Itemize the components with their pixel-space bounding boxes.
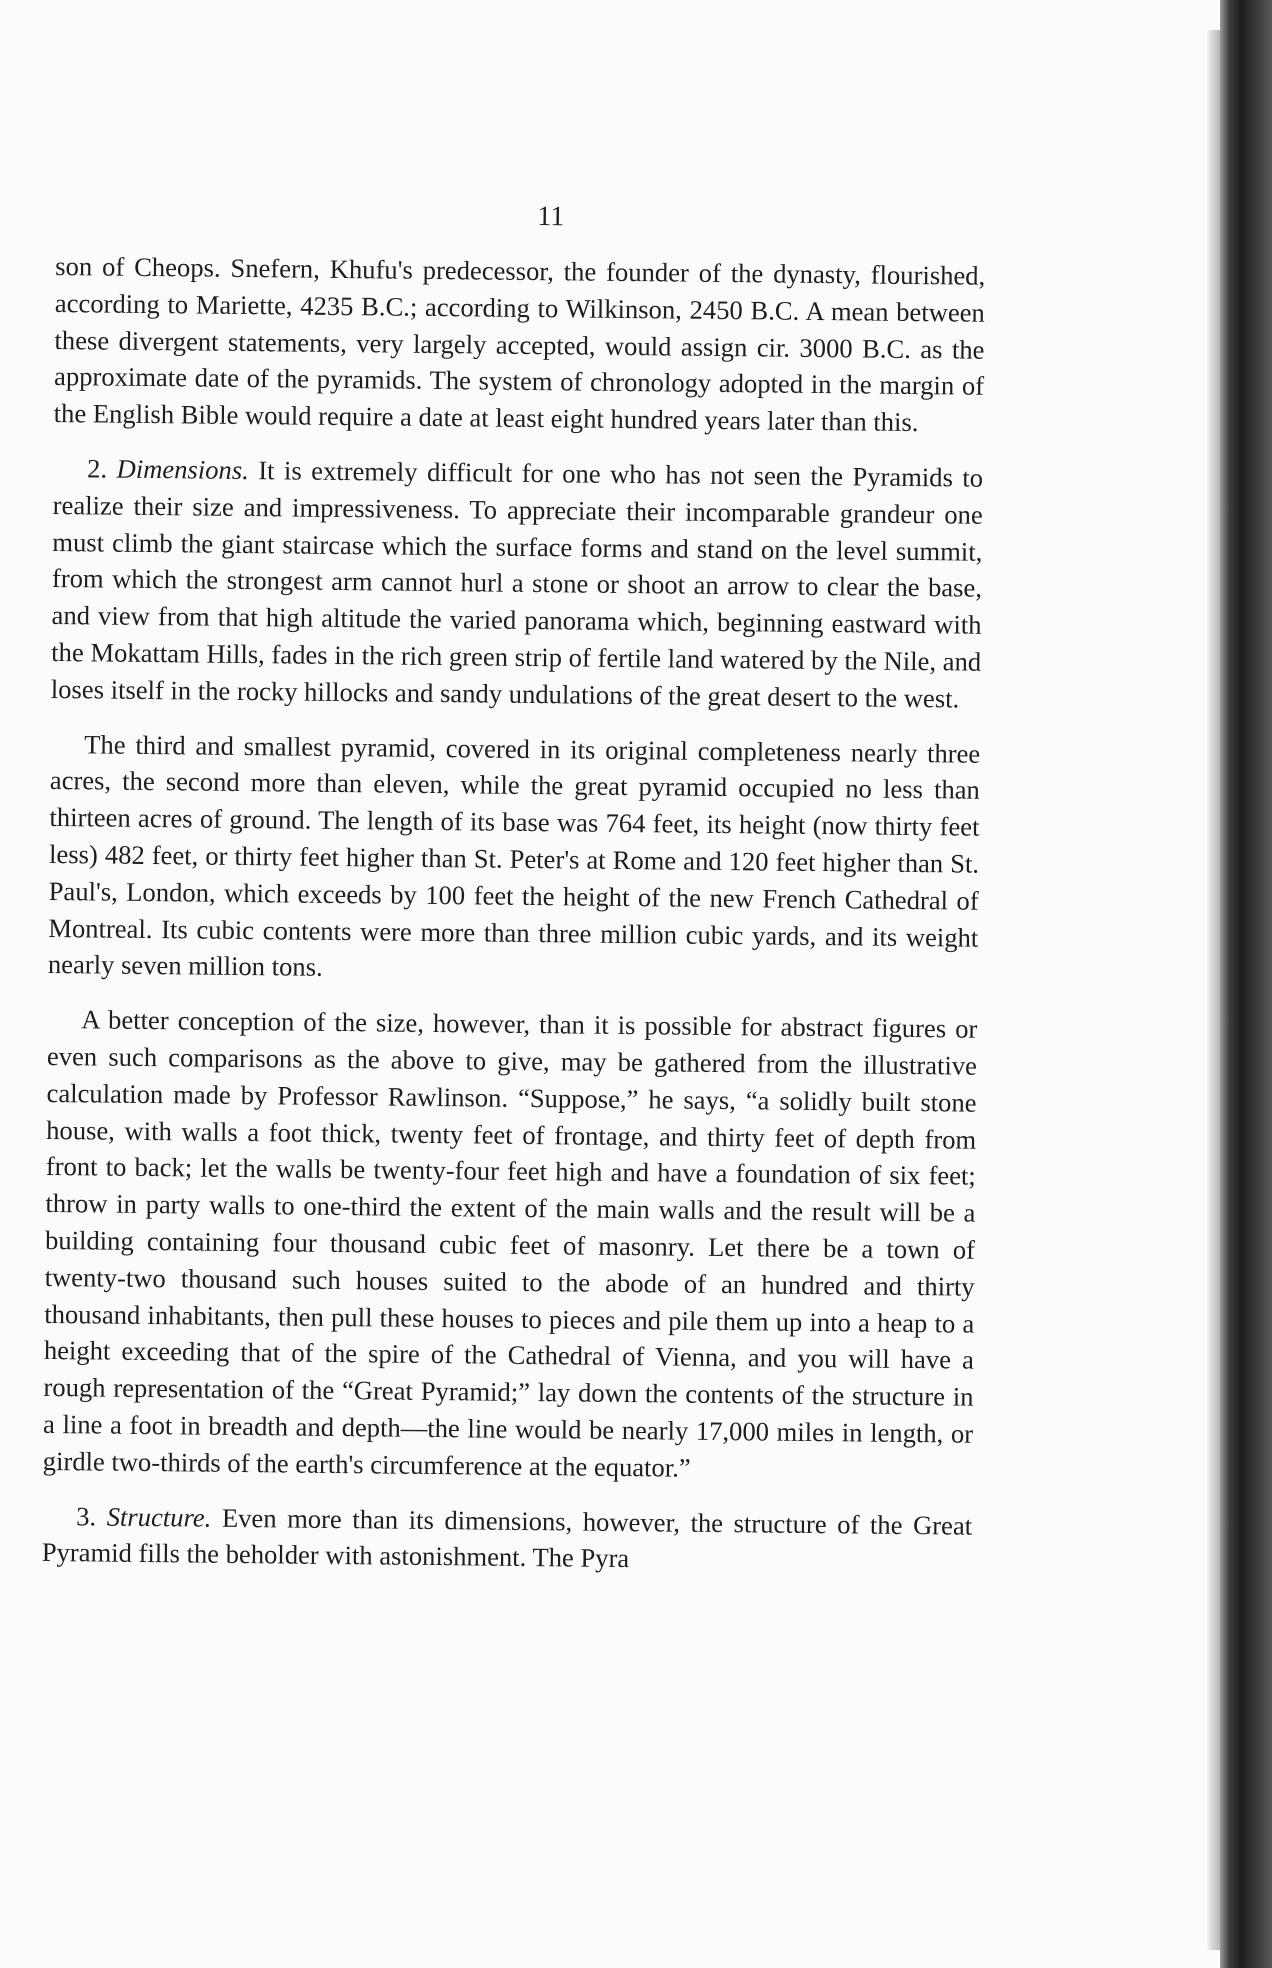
paragraph-3 <box>48 726 981 993</box>
section-title: Dimensions. <box>116 453 249 486</box>
paragraph-5 <box>42 1497 973 1580</box>
page-number: 11 <box>537 201 565 233</box>
page-edge <box>1206 30 1220 1950</box>
book-binding <box>1220 0 1272 1968</box>
paragraph-2 <box>51 450 984 717</box>
paragraph-4-text: A better conception of the size, however, than it is possible for abstract figures or even such comparisons as the above to give, may be gathered from the illustrative calculation made by Professor Rawlinson. “Suppose,” he says, “a solidly built stone house, with walls a foot thick, twenty feet of frontage, and thirty feet of depth from front to back; let the walls be twenty-four feet high and have a foundation of six feet; throw in party walls to one-third the extent of the main walls and the result will be a building containing four thousand cubic feet of masonry. Let there be a town of twenty-two thousand such houses suited to the abode of an hundred and thirty thousand inhabitants, then pull these houses to pieces and pile them up into a heap to a height exceeding that of the spire of the Cathedral of Vienna, and you will have a rough representation of the “Great Pyramid;” lay down the contents of the structure in a line a foot in breadth and depth—the line would be nearly 17,000 miles in length, or girdle two-thirds of the earth's circumference at the equator.” <box>42 1004 978 1483</box>
paragraph-3-text: The third and smallest pyramid, covered in its original completeness nearly three acres, the second more than eleven, while the great pyramid occupied no less than thirteen acres of ground. The length of its base was 764 feet, its height (now thirty feet less) 482 feet, or thirty feet higher than St. Peter's at Rome and 120 feet higher than St. Paul's, London, which exceeds by 100 feet the height of the new French Cathedral of Montreal. Its cubic contents were more than three million cubic yards, and its weight nearly seven million tons. <box>47 728 981 983</box>
paragraph-4 <box>43 1001 978 1489</box>
section-number: 3. <box>76 1500 97 1531</box>
section-title: Structure. <box>106 1501 212 1533</box>
paragraph-1-text: son of Cheops. Snefern, Khufu's predecessor, the founder of the dynasty, flourished, according to Mariette, 4235 B.C.; according to Wilkinson, 2450 B.C. A mean between these divergent statements, very largely accepted, would assign cir. 3000 B.C. as the approximate date of the pyramids. The system of chronology adopted in the margin of the English Bible would require a date at least eight hundred years later than this. <box>53 250 986 438</box>
paragraph-5-text: Even more than its dimensions, however, the structure of the Great Pyramid fills the beholder with astonishment. The Pyra <box>41 1502 973 1574</box>
text-block <box>41 196 986 1599</box>
paragraph-2-text: It is extremely difficult for one who has not seen the Pyramids to realize their size and impressiveness. To appreciate their incomparable grandeur one must climb the giant staircase which the surface forms and stand on the level summit, from which the strongest arm cannot hurl a stone or shoot an arrow to clear the base, and view from that high altitude the varied panorama which, beginning eastward with the Mokattam Hills, fades in the rich green strip of fertile land watered by the Nile, and loses itself in the rocky hillocks and sandy undulations of the great desert to the west. <box>50 455 984 714</box>
paragraph-1 <box>54 248 986 442</box>
section-number: 2. <box>86 453 108 484</box>
